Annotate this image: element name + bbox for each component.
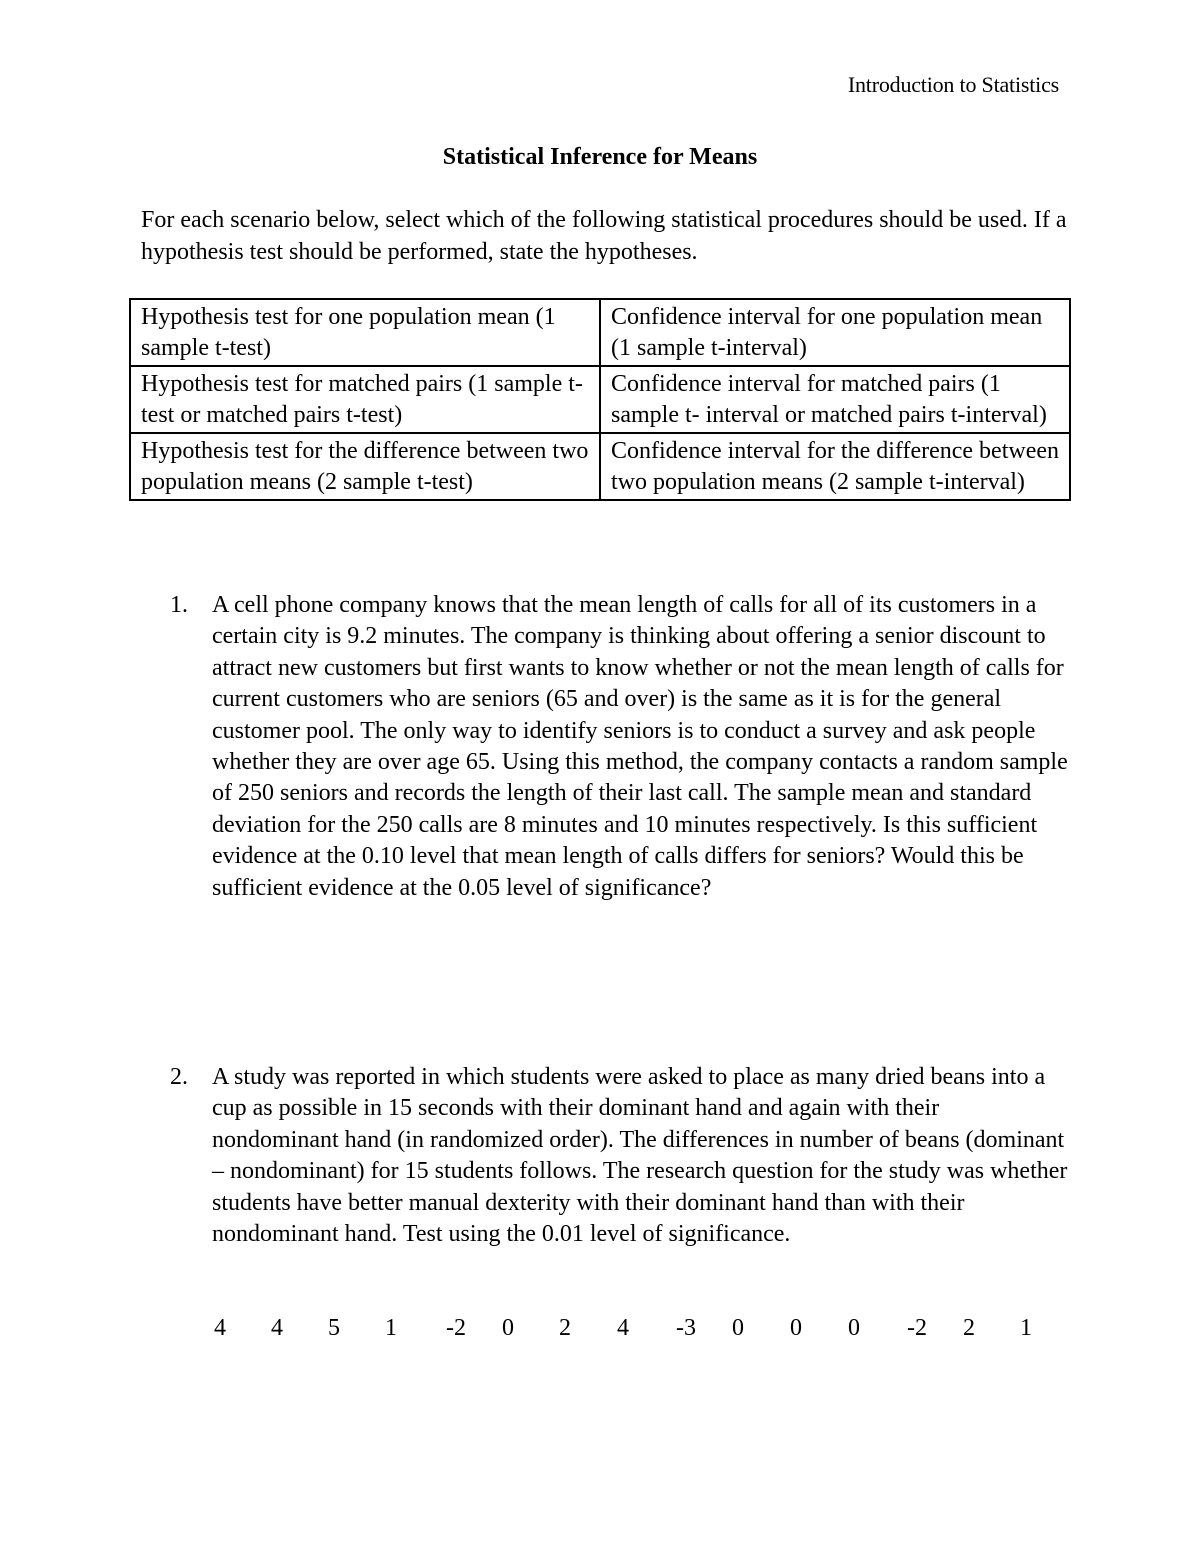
course-header: Introduction to Statistics: [847, 72, 1059, 97]
data-value: 0: [848, 1315, 860, 1341]
data-value: -2: [446, 1315, 466, 1341]
data-value: -3: [676, 1315, 696, 1341]
procedure-cell: Hypothesis test for the difference between two population means (2 sample t-test): [130, 433, 600, 500]
question-1: [170, 590, 1070, 904]
data-value: -2: [907, 1315, 927, 1341]
question-2: [170, 1062, 1070, 1250]
data-value: 4: [617, 1315, 629, 1341]
data-value: 1: [385, 1315, 397, 1341]
table-row: [130, 433, 1070, 500]
question-number: 1.: [170, 592, 188, 618]
table-row: [130, 366, 1070, 433]
data-value: 2: [963, 1315, 975, 1341]
data-value: 0: [502, 1315, 514, 1341]
data-value: 0: [790, 1315, 802, 1341]
procedure-cell: Confidence interval for one population mean (1 sample t-interval): [600, 299, 1070, 366]
data-value: 0: [732, 1315, 744, 1341]
instructions-paragraph: For each scenario below, select which of the following statistical procedures should be used. If a hypothesis test should be performed, state the hypotheses.: [141, 207, 1067, 265]
data-value: 5: [328, 1315, 340, 1341]
data-value: 1: [1020, 1315, 1032, 1341]
procedure-cell: Confidence interval for matched pairs (1 sample t- interval or matched pairs t-interval): [600, 366, 1070, 433]
table-row: [130, 299, 1070, 366]
document-title: Statistical Inference for Means: [442, 144, 758, 170]
question-text: A study was reported in which students were asked to place as many dried beans into a cup as possible in 15 seconds with their dominant hand and again with their nondominant hand (in randomized order). The differences in number of beans (dominant – nondominant) for 15 students follows. The research question for the study was whether students have better manual dexterity with their dominant hand than with their nondominant hand. Test using the 0.01 level of significance.: [212, 1064, 1068, 1248]
question-text: A cell phone company knows that the mean length of calls for all of its customers in a certain city is 9.2 minutes. The company is thinking about offering a senior discount to attract new customers but first wants to know whether or not the mean length of calls for current customers who are seniors (65 and over) is the same as it is for the general customer pool. The only way to identify seniors is to conduct a survey and ask people whether they are over age 65. Using this method, the company contacts a random sample of 250 seniors and records the length of their last call. The sample mean and standard deviation for the 250 calls are 8 minutes and 10 minutes respectively. Is this sufficient evidence at the 0.10 level that mean length of calls differs for seniors? Would this be sufficient evidence at the 0.05 level of significance?: [212, 592, 1068, 901]
question-number: 2.: [170, 1064, 188, 1090]
procedures-table: [129, 298, 1071, 501]
data-value: 4: [214, 1315, 226, 1341]
procedure-cell: Confidence interval for the difference between two population means (2 sample t-interval): [600, 433, 1070, 500]
procedure-cell: Hypothesis test for matched pairs (1 sample t-test or matched pairs t-test): [130, 366, 600, 433]
data-value: 2: [559, 1315, 571, 1341]
data-value: 4: [271, 1315, 283, 1341]
procedure-cell: Hypothesis test for one population mean (1 sample t-test): [130, 299, 600, 366]
